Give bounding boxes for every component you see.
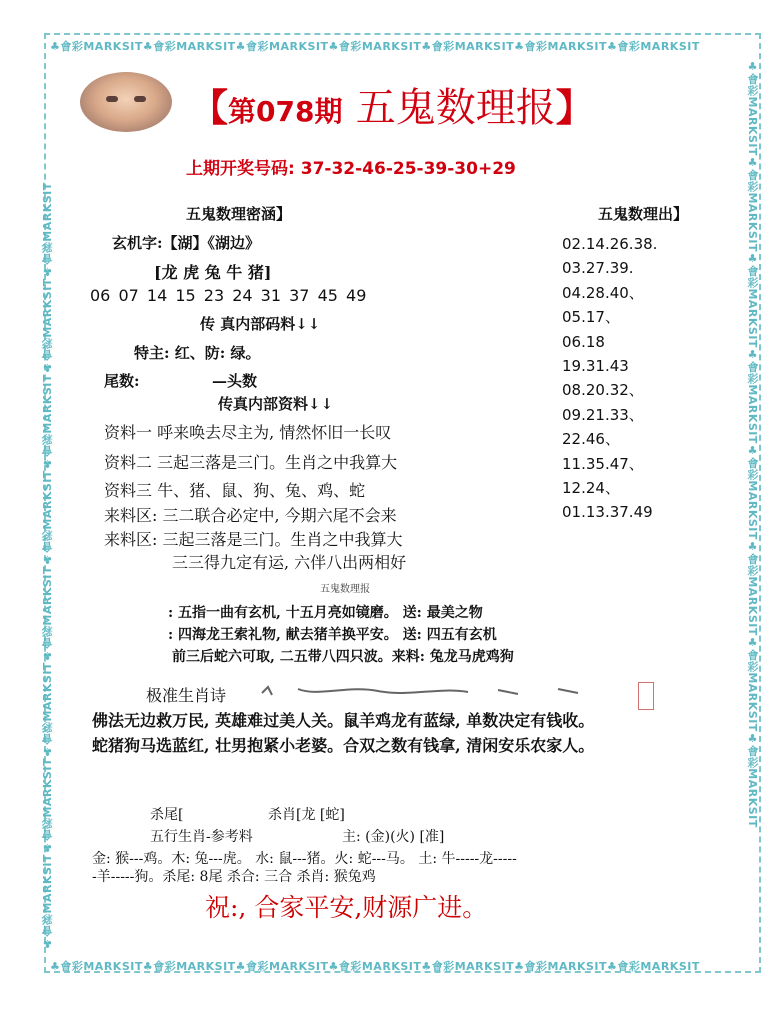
middle-line-3: 前三后蛇六可取, 二五带八四只波。来料: 兔龙马虎鸡狗 [172, 649, 514, 665]
kill-zodiac: 杀肖[龙 [蛇] [268, 807, 345, 823]
left-section-title: 五鬼数理密涵】 [186, 205, 292, 223]
info-line-2: 资料二 三起三落是三门。生肖之中我算大 [104, 453, 398, 472]
source-line-2: 来料区: 三起三落是三门。生肖之中我算大 [104, 530, 403, 549]
title-bracket-close: 】 [555, 86, 594, 130]
right-number-item: 04.28.40、 [562, 283, 644, 302]
border-band-top: ♣會彩MARKSIT♣會彩MARKSIT♣會彩MARKSIT♣會彩MARKSIT♣會彩MARKSIT♣會彩MARKSIT♣會彩MARKSIT [50, 40, 700, 52]
zodiac-list: [龙 虎 兔 牛 猪] [154, 263, 272, 282]
poem-line-1: 佛法无边救万民, 英雄难过美人关。鼠羊鸡龙有蓝绿, 单数决定有钱收。 [92, 711, 595, 730]
elements-line-1: 金: 猴---鸡。木: 兔---虎。 水: 鼠---猪。火: 蛇---马。 土: 牛-----龙----- [92, 851, 517, 867]
right-number-item: 19.31.43 [562, 357, 629, 376]
title-bracket-open: 【 [190, 86, 229, 130]
border-band-right: ♣會彩MARKSIT♣會彩MARKSIT♣會彩MARKSIT♣會彩MARKSIT♣會彩MARKSIT♣會彩MARKSIT♣會彩MARKSIT♣會彩MARKSIT [746, 60, 759, 828]
right-section-title: 五鬼数理出】 [598, 205, 689, 223]
right-number-item: 03.27.39. [562, 259, 634, 278]
right-number-list [562, 232, 657, 525]
main-element: 主: (金)(火) [准] [342, 829, 445, 845]
info-line-1: 资料一 呼来唤去尽主为, 情然怀旧一长叹 [104, 423, 392, 442]
poem-line-2: 蛇猪狗马选蓝红, 壮男抱紧小老婆。合双之数有钱拿, 清闲安乐农家人。 [92, 736, 595, 755]
avatar-eye-left [106, 96, 118, 102]
fax-code-line: 传 真内部码料↓↓ [200, 315, 321, 333]
blessing: 祝:, 合家平安,财源广进。 [205, 893, 488, 922]
right-number-item: 06.18 [562, 332, 605, 351]
middle-line-1: : 五指一曲有玄机, 十五月亮如镜磨。 送: 最美之物 [168, 605, 483, 621]
last-draw-numbers: 37-32-46-25-39-30+29 [300, 159, 516, 179]
right-number-item: 02.14.26.38. [562, 235, 658, 253]
paper-name: 五鬼数理报 [355, 85, 556, 131]
avatar [80, 72, 172, 132]
kill-tail: 杀尾[ [150, 807, 184, 823]
tail-label: 尾数: [104, 372, 140, 390]
avatar-eye-right [134, 96, 146, 102]
last-draw [186, 154, 516, 179]
issue-number: 第078期 [228, 95, 343, 128]
last-draw-label: 上期开奖号码: [186, 159, 295, 179]
right-number-item: 12.24、 [562, 479, 620, 498]
right-number-item: 01.13.37.49 [562, 503, 653, 522]
riddle-line: 玄机字:【湖】《湖边》 [112, 234, 261, 252]
info-line-3: 资料三 牛、猪、鼠、狗、兔、鸡、蛇 [104, 481, 366, 500]
middle-line-2: : 四海龙王索礼物, 献去猪羊换平安。 送: 四五有玄机 [168, 627, 497, 643]
poem-title: 极准生肖诗 [146, 686, 227, 705]
source-line-3: 三三得九定有运, 六伴八出两相好 [172, 553, 407, 572]
right-number-item: 22.46、 [562, 430, 620, 449]
tail-value: —头数 [212, 372, 258, 390]
number-list: 06 07 14 15 23 24 31 37 45 49 [90, 286, 367, 305]
scribble-decoration [258, 683, 638, 699]
source-line-1: 来料区: 三二联合必定中, 今期六尾不会来 [104, 506, 397, 525]
border-band-bottom: ♣會彩MARKSIT♣會彩MARKSIT♣會彩MARKSIT♣會彩MARKSIT♣會彩MARKSIT♣會彩MARKSIT♣會彩MARKSIT [50, 960, 700, 972]
middle-heading: 五鬼数理报 [320, 584, 370, 595]
elements-line-2: -羊-----狗。杀尾: 8尾 杀合: 三合 杀肖: 猴兔鸡 [92, 869, 376, 885]
fax-info-line: 传真内部资料↓↓ [218, 395, 334, 413]
right-number-item: 05.17、 [562, 308, 620, 327]
stamp-mark [638, 682, 654, 710]
five-elements-label: 五行生肖-参考料 [150, 829, 253, 845]
right-number-item: 08.20.32、 [562, 381, 644, 400]
border-band-left: ♣會彩MARKSIT♣會彩MARKSIT♣會彩MARKSIT♣會彩MARKSIT♣會彩MARKSIT♣會彩MARKSIT♣會彩MARKSIT♣會彩MARKSIT [41, 182, 54, 950]
special-line: 特主: 红、防: 绿。 [134, 344, 261, 362]
right-number-item: 11.35.47、 [562, 454, 644, 473]
page-title [190, 76, 594, 133]
right-number-item: 09.21.33、 [562, 405, 644, 424]
